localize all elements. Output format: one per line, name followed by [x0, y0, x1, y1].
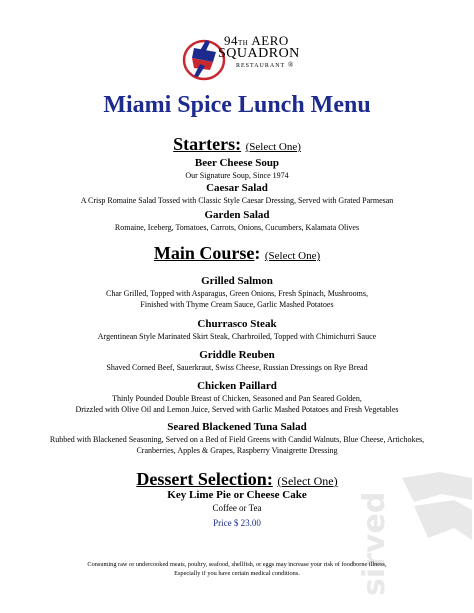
price-label: Price $ 23.00 [213, 518, 261, 528]
menu-title: Miami Spice Lunch Menu [103, 92, 371, 118]
registered-mark: ® [288, 61, 294, 69]
disclaimer-line: Especially if you have certain medical conditions. [174, 570, 300, 577]
restaurant-logo [180, 30, 300, 85]
menu-item-desc: Argentinean Style Marinated Skirt Steak, Charbroiled, Topped with Chimichurri Sauce [97, 332, 377, 341]
menu-item-desc: Our Signature Soup, Since 1974 [185, 171, 289, 180]
menu-item-name: Grilled Salmon [201, 275, 273, 287]
watermark-text: sirved [357, 491, 392, 596]
logo-line-1: 94TH AERO [224, 33, 289, 48]
menu-item-desc: Finished with Thyme Cream Sauce, Garlic Mashed Potatoes [140, 300, 334, 309]
dessert-heading: Dessert Selection: (Select One) [136, 469, 338, 489]
menu-item-desc: Char Grilled, Topped with Asparagus, Green Onions, Fresh Spinach, Mushrooms, [106, 289, 368, 298]
menu-item-name: Churrasco Steak [197, 318, 277, 330]
logo-line-3: RESTAURANT [236, 63, 286, 69]
menu-item-desc: Drizzled with Olive Oil and Lemon Juice, Served with Garlic Mashed Potatoes and Fresh Vegetables [75, 405, 399, 414]
menu-item-desc: Rubbed with Blackened Seasoning, Served on a Bed of Field Greens with Candid Walnuts, Blue Cheese, Artichokes, [49, 435, 425, 444]
menu-item-desc: Romaine, Iceberg, Tomatoes, Carrots, Onions, Cucumbers, Kalamata Olives [114, 223, 360, 232]
menu-item-desc: A Crisp Romaine Salad Tossed with Classic Style Caesar Dressing, Served with Grated Parmesan [80, 196, 394, 205]
menu-item-name: Caesar Salad [206, 182, 268, 194]
menu-item-desc: Shaved Corned Beef, Sauerkraut, Swiss Cheese, Russian Dressings on Rye Bread [106, 363, 368, 372]
menu-item-name: Chicken Paillard [197, 380, 277, 392]
disclaimer-line: Consuming raw or undercooked meats, poultry, seafood, shellfish, or eggs may increase your risk of foodborne illness, [87, 561, 387, 568]
menu-item-desc: Cranberries, Apples & Grapes, Raspberry Vinaigrette Dressing [136, 446, 338, 455]
logo-line-2: SQUADRON [218, 46, 300, 61]
menu-item-name: Beer Cheese Soup [194, 157, 280, 169]
menu-item-desc: Thinly Pounded Double Breast of Chicken, Seasoned and Pan Seared Golden, [112, 394, 362, 403]
menu-item-name: Griddle Reuben [199, 349, 275, 361]
menu-item-name: Garden Salad [204, 209, 270, 221]
starters-heading: Starters: (Select One) [173, 134, 301, 154]
dessert-item: Key Lime Pie or Cheese Cake [167, 489, 307, 501]
main-course-heading: Main Course: (Select One) [153, 243, 321, 263]
menu-item-name: Seared Blackened Tuna Salad [167, 421, 307, 433]
sirved-watermark [344, 470, 474, 613]
beverage-item: Coffee or Tea [212, 503, 262, 513]
